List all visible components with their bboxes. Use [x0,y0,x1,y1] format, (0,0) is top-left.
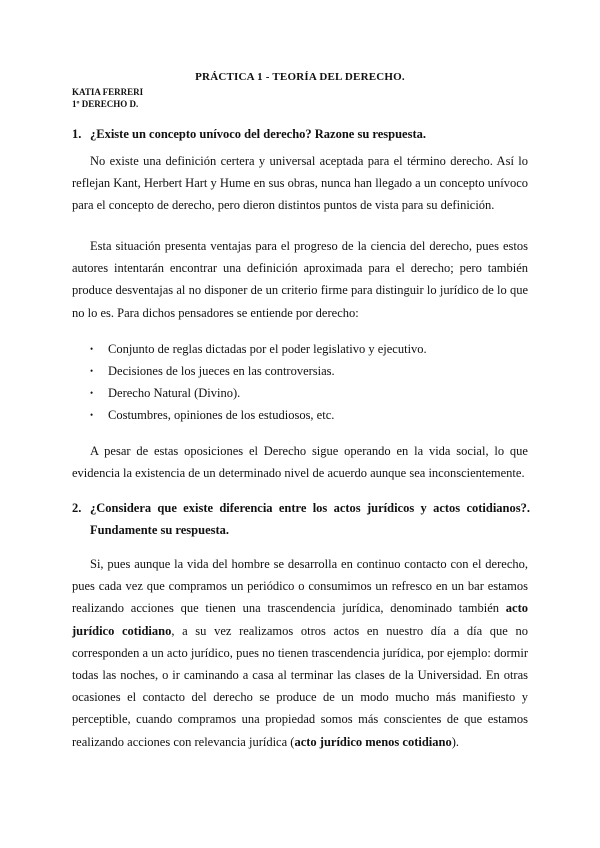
q2-p1-bold-term-2: acto jurídico menos cotidiano [294,734,452,749]
question-2-number: 2. [72,501,82,515]
question-1-paragraph-3 [72,440,528,484]
question-2-text: ¿Considera que existe diferencia entre los actos jurídicos y actos cotidianos?. Fundamente su respuesta. [90,501,530,537]
question-1-text: ¿Existe un concepto unívoco del derecho? Razone su respuesta. [90,127,426,141]
author-course: 1º DERECHO D. [72,99,139,109]
q2-p1-bold-term-1: acto jurídico cotidiano [72,601,528,638]
q1-p3-text: A pesar de estas oposiciones el Derecho sigue operando en la vida social, lo que evidencia la existencia de un determinado nivel de acuerdo aunque sea inconscientemente. [72,444,528,481]
list-item: • Conjunto de reglas dictadas por el poder legislativo y ejecutivo. [90,338,510,360]
question-2-paragraph-1 [72,553,528,753]
q2-p1-text-a: Si, pues aunque la vida del hombre se desarrolla en continuo contacto con el derecho, pues cada vez que compramos un periódico o consumimos un refresco en un bar estamos realizando acciones que tienen una trascendencia jurídica, denominado también [72,557,528,616]
question-1-heading [72,123,530,145]
question-1-paragraph-1 [72,150,528,217]
list-item: • Derecho Natural (Divino). [90,382,510,404]
q1-p2-text: Esta situación presenta ventajas para el progreso de la ciencia del derecho, pues estos autores intentarán encontrar una definición aproximada para el derecho; pero también produce desventajas al no disponer de un criterio firme para distinguir lo jurídico de lo que no lo es. Para dichos pensadores se entiende por derecho: [72,239,528,320]
question-1-paragraph-2 [72,235,528,324]
page-title: PRÁCTICA 1 - TEORÍA DEL DERECHO. [195,71,405,83]
bullet-icon: • [90,366,94,376]
q1-p1-text: No existe una definición certera y universal aceptada para el término derecho. Así lo reflejan Kant, Herbert Hart y Hume en sus obras, nunca han llegado a un concepto unívoco para el concepto de derecho, pero dieron distintos puntos de vista para su definición. [72,154,528,213]
derecho-definitions-list [90,338,510,426]
bullet-icon: • [90,388,94,398]
list-item: • Decisiones de los jueces en las controversias. [90,360,510,382]
author-name: KATIA FERRERI [72,87,144,97]
q2-p1-text-b: , a su vez realizamos otros actos en nuestro día a día que no corresponden a un acto jurídico, pues no tienen trascendencia jurídica, por ejemplo: dormir todas las noches, o ir caminando a casa al terminar las clases de la Universidad. En otras ocasiones el contacto del derecho se produce de un modo mucho más manifiesto y perceptible, cuando compramos una propiedad somos más conscientes de que estamos realizando acciones con relevancia jurídica ( [72,623,528,749]
question-1-number: 1. [72,127,82,141]
author-block [72,86,143,110]
question-2-heading [72,497,530,541]
bullet-icon: • [90,410,94,420]
q2-p1-text-c: ). [451,734,460,749]
bullet-icon: • [90,344,94,354]
list-item: • Costumbres, opiniones de los estudiosos, etc. [90,404,510,426]
